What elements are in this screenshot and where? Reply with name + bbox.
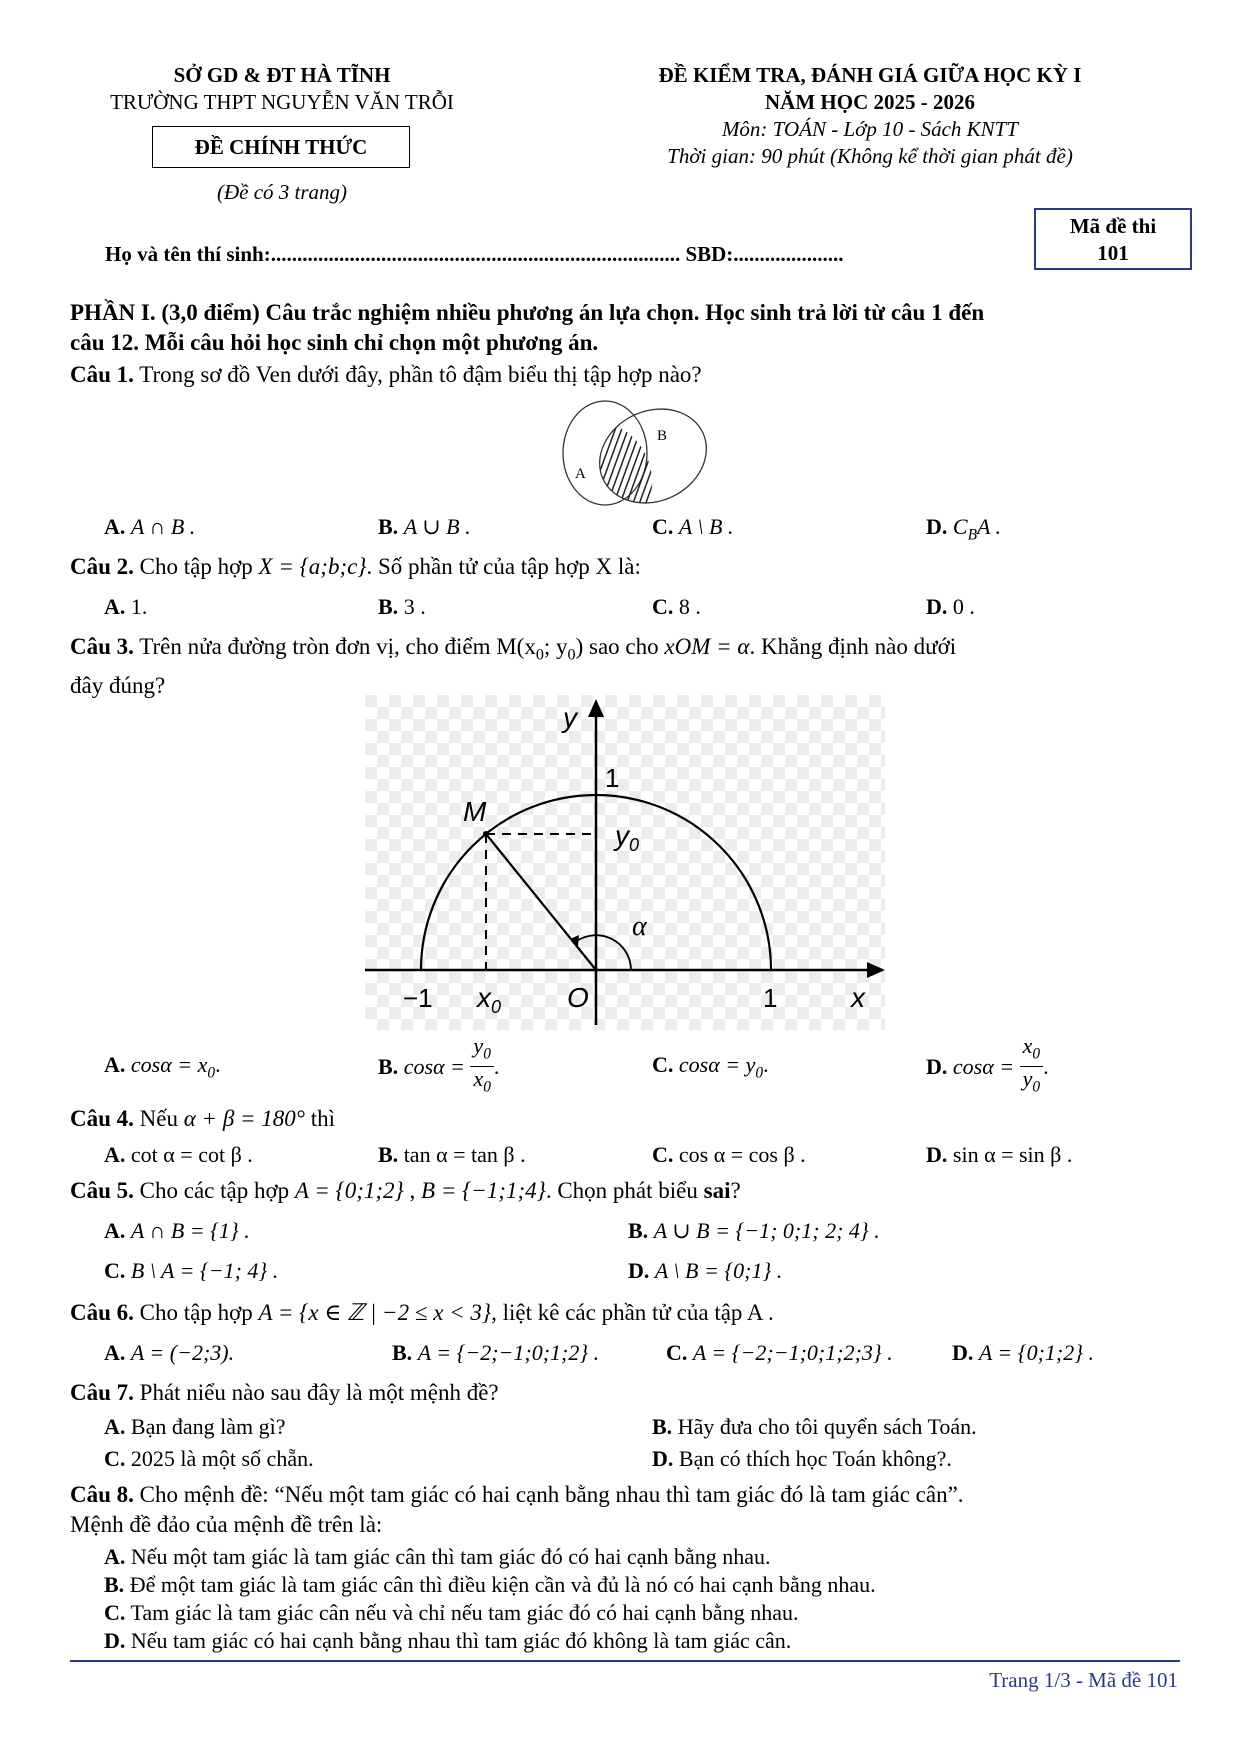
q2-option-a[interactable]: A. 1. — [104, 594, 148, 619]
label-one-right: 1 — [763, 983, 778, 1013]
venn-intersection — [584, 398, 715, 508]
exam-code-box — [1034, 208, 1192, 270]
q4-stem: Câu 4. Nếu α + β = 180° thì — [70, 1106, 336, 1131]
venn-label-b: B — [657, 428, 668, 444]
part1-title-line1: PHẦN I. (3,0 điểm) Câu trắc nghiệm nhiều phương án lựa chọn. Học sinh trả lời từ câu 1 đến — [70, 300, 985, 325]
figure-background — [365, 695, 885, 1030]
part1-title-line2: câu 12. Mỗi câu hỏi học sinh chỉ chọn một phương án. — [70, 330, 599, 355]
time-line: Thời gian: 90 phút (Không kể thời gian phát đề) — [667, 144, 1073, 168]
venn-label-a: A — [575, 466, 586, 482]
q3-stem: Câu 3. Trên nửa đường tròn đơn vị, cho điểm $M(x_0$; $y_0$) sao cho xOM = α. Khẳng định nào dưới đây đúng? — [70, 632, 1180, 701]
q7-stem: Câu 7. Phát niểu nào sau đây là một mệnh đề? — [70, 1380, 499, 1405]
q2-option-b[interactable]: B. 3 . — [378, 594, 426, 619]
label-neg-one: −1 — [403, 983, 433, 1013]
venn-diagram — [545, 398, 715, 508]
q3-option-b[interactable]: B. cosα = $\frac{y_0}{x_0}$ . — [378, 1034, 499, 1100]
q1-stem — [70, 360, 1180, 390]
q8-option-a[interactable]: A. Nếu một tam giác là tam giác cân thì tam giác đó có hai cạnh bằng nhau. — [104, 1544, 771, 1569]
q7-option-a[interactable]: A. Bạn đang làm gì? — [104, 1414, 286, 1439]
unit-semicircle-figure — [365, 695, 885, 1030]
q6-option-b[interactable]: B. A = {−2;−1;0;1;2} . — [392, 1340, 600, 1365]
school-year: NĂM HỌC 2025 - 2026 — [765, 90, 975, 114]
footer-divider — [70, 1660, 1180, 1662]
student-name-label: Họ và tên thí sinh:.............................................................................. — [105, 242, 681, 266]
official-exam-box: ĐỀ CHÍNH THỨC — [152, 126, 410, 168]
student-info-line — [105, 242, 985, 267]
q7-option-c[interactable]: C. 2025 là một số chẵn. — [104, 1446, 314, 1471]
q5-option-b[interactable]: B. A ∪ B = {−1; 0;1; 2; 4} . — [628, 1218, 880, 1243]
point-m — [483, 831, 489, 837]
q4-option-a[interactable]: A. cot α = cot β . — [104, 1142, 253, 1167]
q6-option-d[interactable]: D. A = {0;1;2} . — [952, 1340, 1095, 1365]
header-left — [82, 62, 482, 116]
q5-option-c[interactable]: C. B \ A = {−1; 4} . — [104, 1258, 279, 1283]
q1-option-d[interactable]: D. $C_BA$ . — [926, 514, 1002, 544]
label-one-top: 1 — [605, 763, 620, 793]
q5-option-d[interactable]: D. A \ B = {0;1} . — [628, 1258, 783, 1283]
label-x-axis: x — [851, 982, 865, 1013]
label-origin: O — [567, 982, 589, 1013]
page-footer: Trang 1/3 - Mã đề 101 — [989, 1668, 1178, 1692]
q1-text: Trong sơ đồ Ven dưới đây, phần tô đậm biểu thị tập hợp nào? — [139, 362, 702, 387]
q8-stem-line2: Mệnh đề đảo của mệnh đề trên là: — [70, 1512, 383, 1537]
label-x0: $x_0$ — [477, 982, 502, 1017]
label-y-axis: y — [563, 702, 577, 733]
q8-option-d[interactable]: D. Nếu tam giác có hai cạnh bằng nhau thì tam giác đó không là tam giác cân. — [104, 1628, 792, 1653]
q6-option-a[interactable]: A. A = (−2;3). — [104, 1340, 235, 1365]
q4-option-c[interactable]: C. cos α = cos β . — [652, 1142, 806, 1167]
q2-option-d[interactable]: D. 0 . — [926, 594, 975, 619]
q3-stem-line2: đây đúng? — [70, 672, 166, 698]
fraction-y0-over-x0: $\frac{y_0}{x_0}$ — [470, 1034, 493, 1100]
q2-stem: Câu 2. Cho tập hợp X = {a;b;c}. Số phần tử của tập hợp X là: — [70, 554, 641, 579]
q6-option-c[interactable]: C. A = {−2;−1;0;1;2;3} . — [666, 1340, 893, 1365]
school-name: TRƯỜNG THPT NGUYỄN VĂN TRỖI — [110, 90, 454, 114]
subject-line: Môn: TOÁN - Lớp 10 - Sách KNTT — [721, 117, 1019, 141]
q3-option-d[interactable]: D. cosα = $\frac{x_0}{y_0}$ . — [926, 1034, 1049, 1100]
q5-option-a[interactable]: A. A ∩ B = {1} . — [104, 1218, 250, 1243]
label-alpha: α — [632, 911, 647, 942]
q8-stem: Câu 8. Cho mệnh đề: “Nếu một tam giác có hai cạnh bằng nhau thì tam giác đó là tam giác cân”. Mệnh đề đảo của mệnh đề trên là: — [70, 1480, 1180, 1540]
dept-name: SỞ GD & ĐT HÀ TĨNH — [173, 63, 391, 87]
label-m: M — [463, 796, 487, 827]
q4-option-d[interactable]: D. sin α = sin β . — [926, 1142, 1073, 1167]
q1-option-c[interactable]: C. A \ B . — [652, 514, 734, 539]
q5-stem: Câu 5. Cho các tập hợp A = {0;1;2} , B = {−1;1;4}. Chọn phát biểu sai? — [70, 1178, 741, 1203]
q7-option-d[interactable]: D. Bạn có thích học Toán không?. — [652, 1446, 952, 1471]
part1-title — [70, 298, 1180, 358]
exam-title: ĐỀ KIỂM TRA, ĐÁNH GIÁ GIỮA HỌC KỲ I — [658, 63, 1082, 87]
label-y0: $y_0$ — [615, 820, 640, 855]
header-right — [560, 62, 1180, 170]
sbd-label: SBD:..................... — [685, 242, 844, 266]
q3-option-a[interactable]: A. $\cos\alpha = x_0$. — [104, 1052, 221, 1082]
fraction-x0-over-y0: $\frac{x_0}{y_0}$ — [1020, 1034, 1043, 1100]
q8-option-c[interactable]: C. Tam giác là tam giác cân nếu và chỉ nếu tam giác đó có hai cạnh bằng nhau. — [104, 1600, 799, 1625]
q7-option-b[interactable]: B. Hãy đưa cho tôi quyển sách Toán. — [652, 1414, 977, 1439]
exam-code-label: Mã đề thi — [1069, 214, 1157, 238]
exam-code-value: 101 — [1097, 241, 1129, 265]
q3-option-c[interactable]: C. $\cos\alpha = y_0$. — [652, 1052, 769, 1082]
q2-option-c[interactable]: C. 8 . — [652, 594, 701, 619]
q4-option-b[interactable]: B. tan α = tan β . — [378, 1142, 526, 1167]
pages-note: (Đề có 3 trang) — [216, 180, 348, 204]
q6-stem: Câu 6. Cho tập hợp A = {x ∈ ℤ | −2 ≤ x < 3}, liệt kê các phần tử của tập A . — [70, 1300, 774, 1325]
q1-option-a[interactable]: A. A ∩ B . — [104, 514, 196, 539]
q1-option-b[interactable]: B. A ∪ B . — [378, 514, 471, 539]
q8-option-b[interactable]: B. Để một tam giác là tam giác cân thì điều kiện cần và đủ là nó có hai cạnh bằng nhau. — [104, 1572, 876, 1597]
q1-label: Câu 1. — [70, 362, 134, 387]
